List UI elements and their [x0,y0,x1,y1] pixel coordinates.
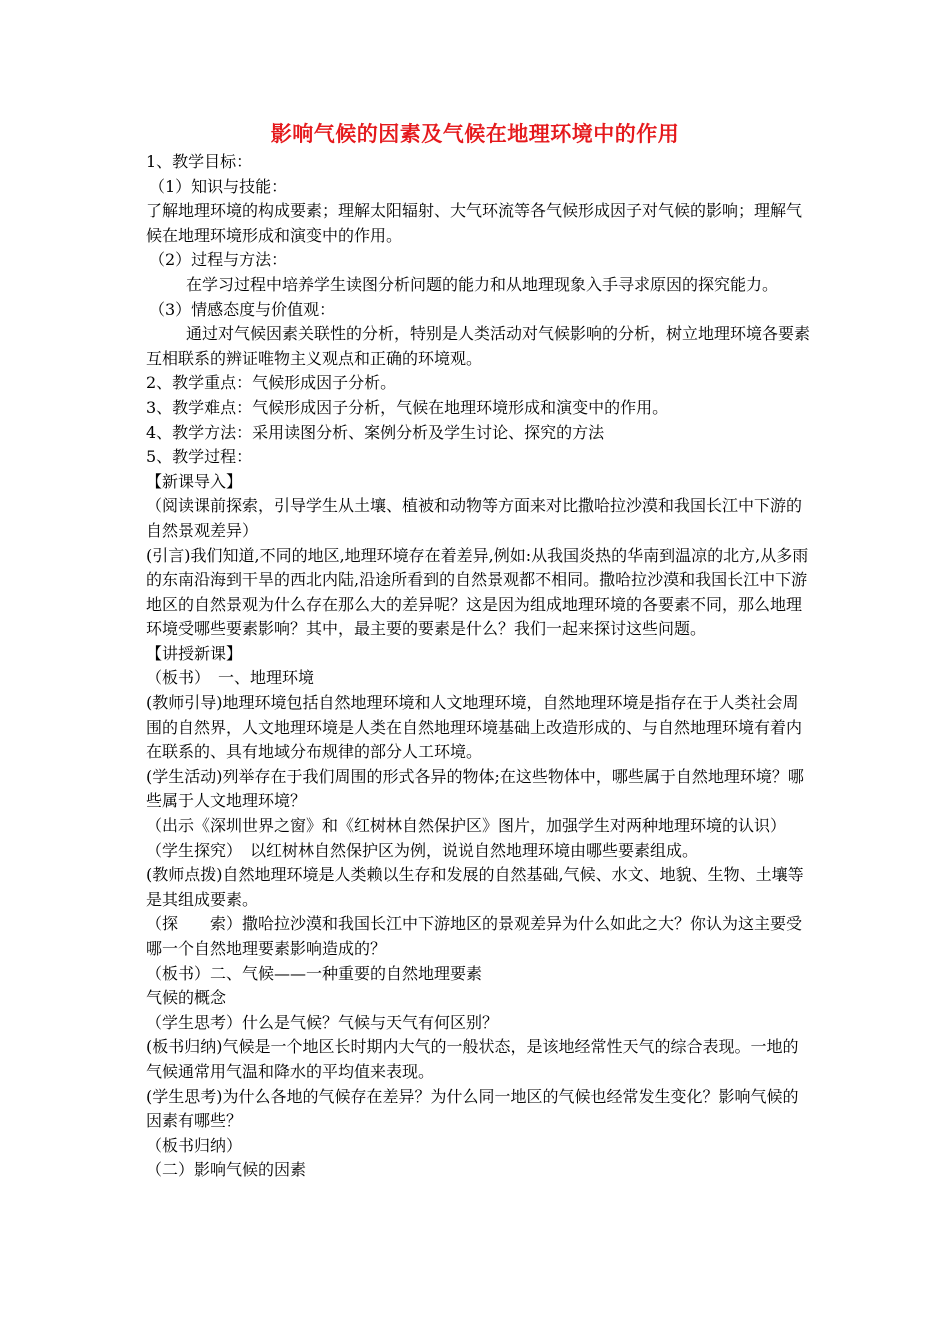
paragraph: （3）情感态度与价值观： [149,299,336,319]
paragraph: （探 索）撒哈拉沙漠和我国长江中下游地区的景观差异为什么如此之大？你认为这主要受哪一个自然地理要素影响造成的？ [146,914,803,958]
paragraph: （二）影响气候的因素 [146,1160,307,1180]
paragraph: （板书） 一、地理环境 [146,668,315,688]
paragraph: (板书归纳)气候是一个地区长时期内大气的一般状态，是该地经常性天气的综合表现。一地的气候通常用气温和降水的平均值来表现。 [146,1037,799,1081]
paragraph: 在学习过程中培养学生读图分析问题的能力和从地理现象入手寻求原因的探究能力。 [186,274,779,294]
paragraph: （2）过程与方法： [149,250,288,270]
paragraph: 通过对气候因素关联性的分析，特别是人类活动对气候影响的分析，树立地理环境各要素互相联系的辨证唯物主义观点和正确的环境观。 [146,324,811,368]
document-title: 影响气候的因素及气候在地理环境中的作用 [270,122,680,146]
paragraph: (教师引导)地理环境包括自然地理环境和人文地理环境，自然地理环境是指存在于人类社会周围的自然界，人文地理环境是人类在自然地理环境基础上改造形成的、与自然地理环境有着内在联系的、具有地域分布规律的部分人工环境。 [146,693,803,762]
paragraph: 5、教学过程： [146,447,253,467]
paragraph: （出示《深圳世界之窗》和《红树林自然保护区》图片，加强学生对两种地理环境的认识） [146,816,787,836]
paragraph: 3、教学难点：气候形成因子分析，气候在地理环境形成和演变中的作用。 [146,397,669,417]
paragraph: 气候的概念 [146,988,227,1008]
paragraph: (学生活动)列举存在于我们周围的形式各异的物体;在这些物体中，哪些属于自然地理环境？哪些属于人文地理环境？ [146,766,804,811]
paragraph: (引言)我们知道,不同的地区,地理环境存在着差异,例如:从我国炎热的华南到温凉的北方,从多雨的东南沿海到干旱的西北内陆,沿途所看到的自然景观都不相同。撒哈拉沙漠和我国长江中下游地区的自然景观为什么存在那么大的差异呢？这是因为组成地理环境的各要素不同，那么地理环境受哪些要素影响？其中，最主要的要素是什么？我们一起来探讨这些问题。 [146,545,809,639]
paragraph: 2、教学重点：气候形成因子分析。 [146,373,397,393]
paragraph: （阅读课前探索，引导学生从土壤、植被和动物等方面来对比撒哈拉沙漠和我国长江中下游的自然景观差异） [146,496,803,540]
section-heading: 【讲授新课】 [146,643,243,663]
paragraph: 1、教学目标： [146,152,253,171]
paragraph: 了解地理环境的构成要素；理解太阳辐射、大气环流等各气候形成因子对气候的影响；理解气候在地理环境形成和演变中的作用。 [146,201,803,245]
paragraph: （1）知识与技能： [149,176,288,196]
paragraph: （板书）二、气候——一种重要的自然地理要素 [146,963,483,983]
paragraph: （学生探究） 以红树林自然保护区为例，说说自然地理环境由哪些要素组成。 [146,840,699,860]
paragraph: (教师点拨)自然地理环境是人类赖以生存和发展的自然基础,气候、水文、地貌、生物、土壤等是其组成要素。 [146,865,804,909]
section-heading: 【新课导入】 [146,471,243,491]
paragraph: （学生思考）什么是气候？气候与天气有何区别？ [146,1012,499,1032]
paragraph: （板书归纳） [146,1135,243,1155]
paragraph: (学生思考)为什么各地的气候存在差异？为什么同一地区的气候也经常发生变化？影响气候的因素有哪些？ [146,1086,799,1131]
document-body [146,150,810,1183]
paragraph: 4、教学方法：采用读图分析、案例分析及学生讨论、探究的方法 [146,422,605,442]
